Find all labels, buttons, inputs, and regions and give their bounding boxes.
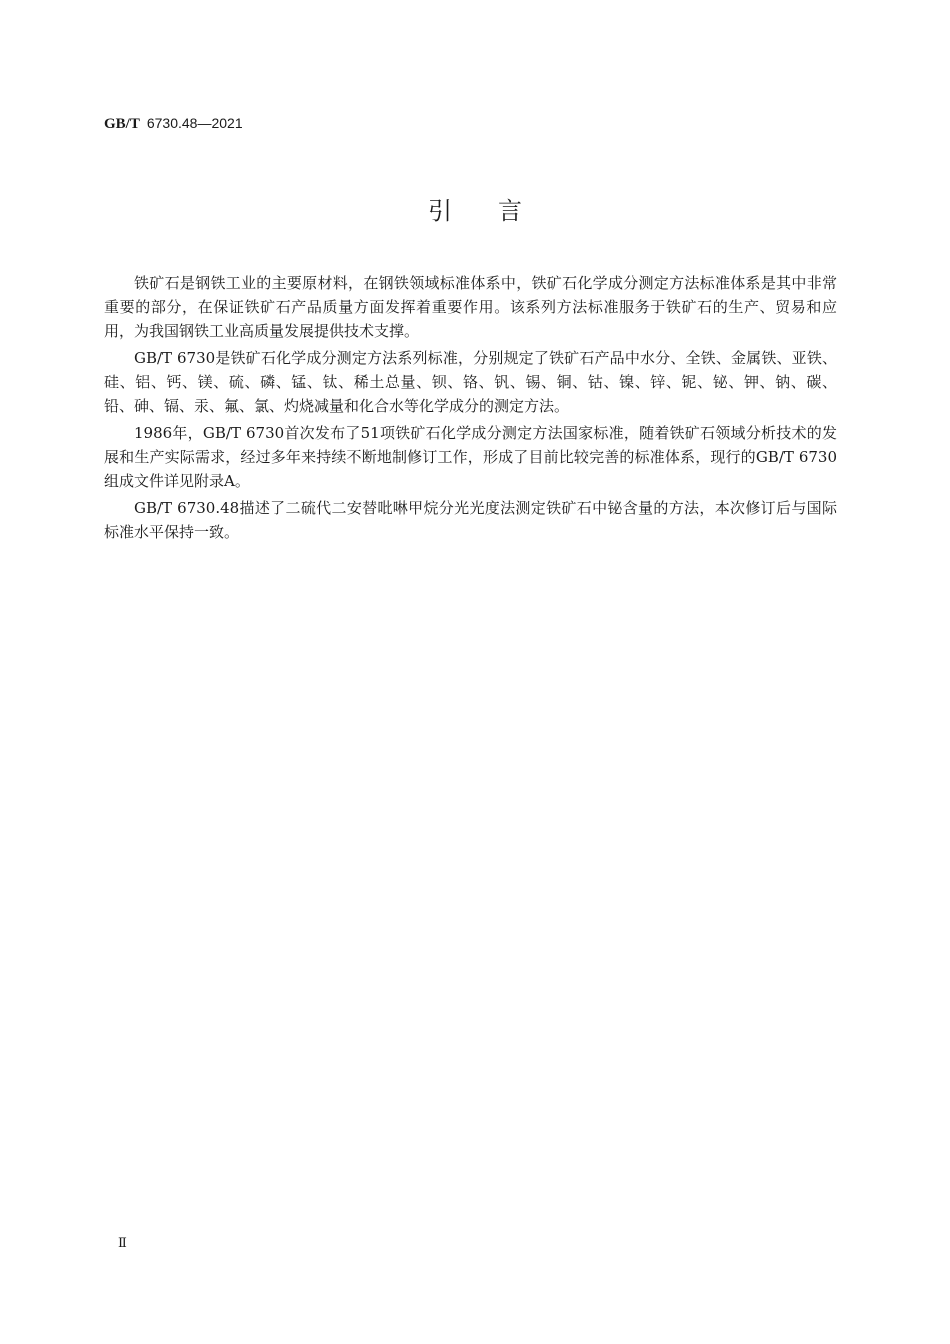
standard-code-number: 6730.48—2021 (146, 115, 243, 131)
page-number: Ⅱ (118, 1236, 127, 1251)
section-title: 引言 (428, 197, 568, 225)
paragraph: 1986年，GB/T 6730首次发布了51项铁矿石化学成分测定方法国家标准，随着铁矿石领域分析技术的发展和生产实际需求，经过多年来持续不断地制修订工作，形成了目前比较完善的标准体系，现行的GB/T 6730组成文件详见附录A。 (104, 424, 837, 490)
paragraph: GB/T 6730是铁矿石化学成分测定方法系列标准，分别规定了铁矿石产品中水分、全铁、金属铁、亚铁、硅、铝、钙、镁、硫、磷、锰、钛、稀土总量、钡、铬、钒、锡、铜、钴、镍、锌、铌、铋、钾、钠、碳、铅、砷、镉、汞、氟、氯、灼烧减量和化合水等化学成分的测定方法。 (104, 349, 837, 415)
standard-code-prefix: GB/T (104, 116, 140, 132)
paragraph: GB/T 6730.48描述了二硫代二安替吡啉甲烷分光光度法测定铁矿石中铋含量的方法，本次修订后与国际标准水平保持一致。 (104, 499, 837, 541)
paragraph: 铁矿石是钢铁工业的主要原材料，在钢铁领域标准体系中，铁矿石化学成分测定方法标准体系是其中非常重要的部分，在保证铁矿石产品质量方面发挥着重要作用。该系列方法标准服务于铁矿石的生产、贸易和应用，为我国钢铁工业高质量发展提供技术支撑。 (104, 274, 837, 340)
body-text (104, 271, 837, 547)
standard-code (104, 114, 243, 133)
